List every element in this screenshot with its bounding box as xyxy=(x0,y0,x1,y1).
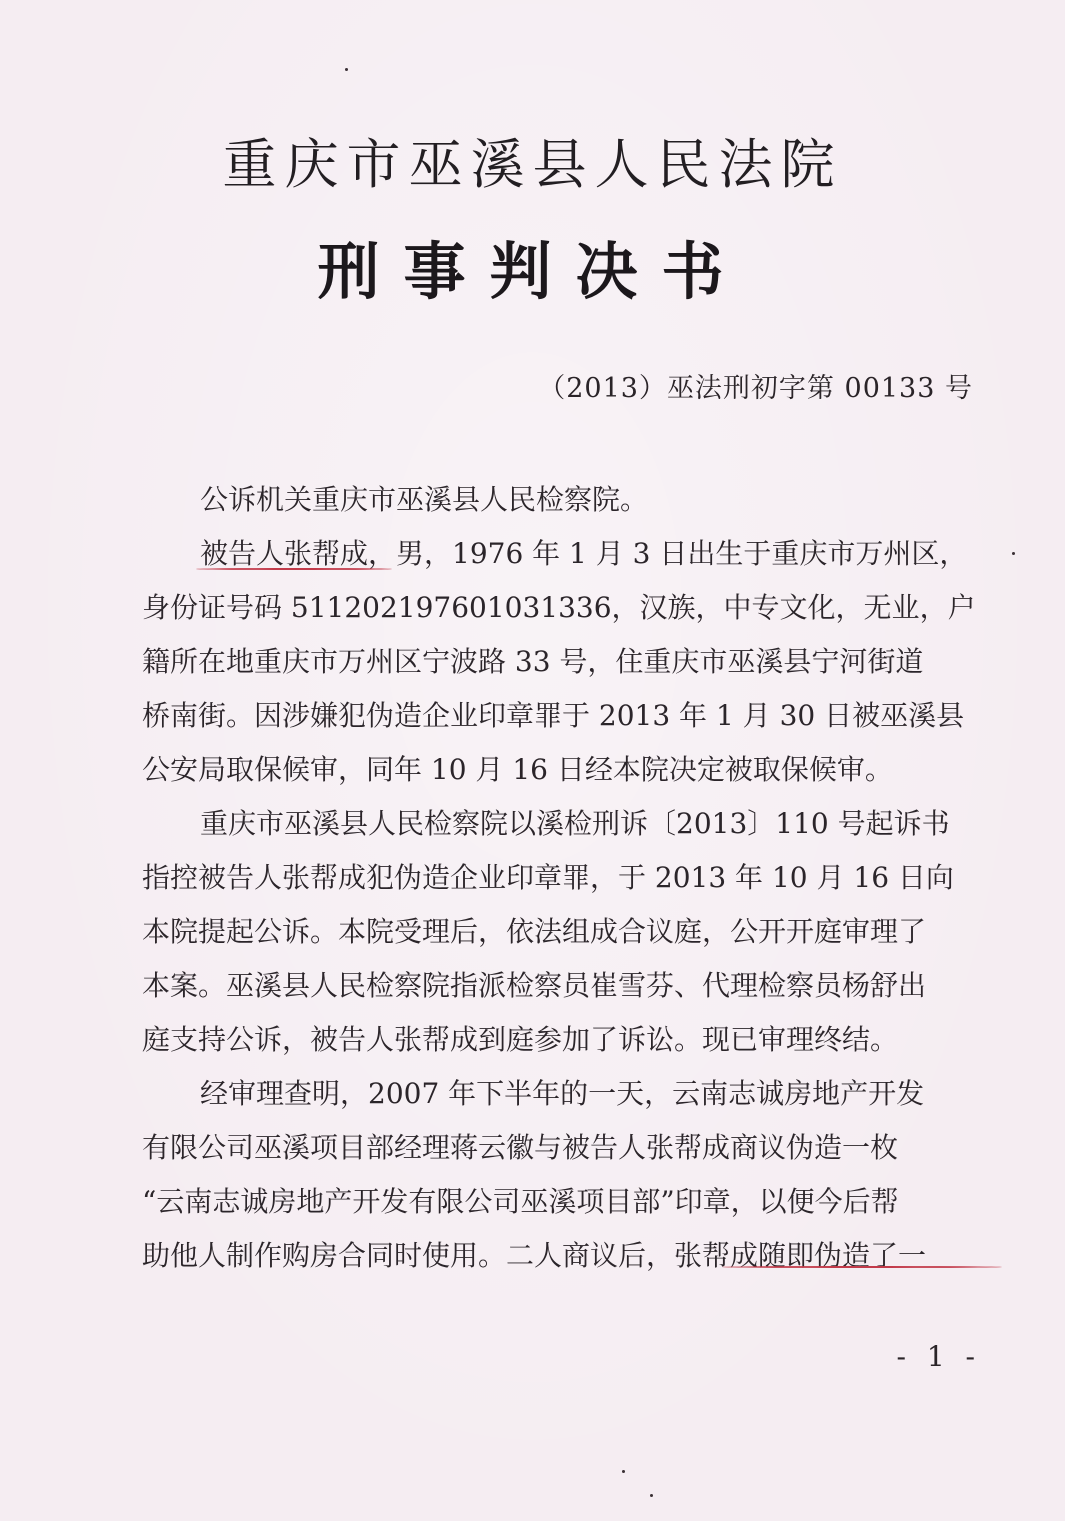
body-line: 公安局取保候审，同年 10 月 16 日经本院决定被取保候审。 xyxy=(142,753,893,786)
body-line: 本案。巫溪县人民检察院指派检察员崔雪芬、代理检察员杨舒出 xyxy=(142,969,927,1002)
page-number: - 1 - xyxy=(896,1340,981,1373)
body-line: 有限公司巫溪项目部经理蒋云徽与被告人张帮成商议伪造一枚 xyxy=(142,1131,899,1164)
body-line: 指控被告人张帮成犯伪造企业印章罪，于 2013 年 10 月 16 日向 xyxy=(142,861,954,894)
document-type-title: 刑事判决书 xyxy=(317,235,748,308)
red-pen-underline xyxy=(196,568,392,570)
body-line: 籍所在地重庆市万州区宁波路 33 号，住重庆市巫溪县宁河街道 xyxy=(142,645,924,678)
body-line: 经审理查明，2007 年下半年的一天，云南志诚房地产开发 xyxy=(200,1077,925,1110)
body-line: 庭支持公诉，被告人张帮成到庭参加了诉讼。现已审理终结。 xyxy=(142,1023,899,1056)
body-line: 被告人张帮成，男，1976 年 1 月 3 日出生于重庆市万州区， xyxy=(200,537,968,570)
scan-speck xyxy=(622,1470,625,1473)
scan-speck xyxy=(1012,552,1015,555)
court-name: 重庆市巫溪县人民法院 xyxy=(222,133,843,196)
body-line: 本院提起公诉。本院受理后，依法组成合议庭，公开开庭审理了 xyxy=(142,915,927,948)
red-pen-underline xyxy=(722,1266,1002,1268)
body-line: 公诉机关重庆市巫溪县人民检察院。 xyxy=(200,483,649,516)
body-line: “云南志诚房地产开发有限公司巫溪项目部”印章，以便今后帮 xyxy=(142,1185,899,1218)
case-number: （2013）巫法刑初字第 00133 号 xyxy=(538,373,973,404)
scan-speck xyxy=(650,1494,653,1497)
body-line: 身份证号码 511202197601031336，汉族，中专文化，无业，户 xyxy=(142,591,976,624)
body-line: 助他人制作购房合同时使用。二人商议后，张帮成随即伪造了一 xyxy=(142,1239,927,1272)
scan-speck xyxy=(345,68,348,71)
body-line: 重庆市巫溪县人民检察院以溪检刑诉〔2013〕110 号起诉书 xyxy=(200,807,950,840)
body-line: 桥南街。因涉嫌犯伪造企业印章罪于 2013 年 1 月 30 日被巫溪县 xyxy=(142,699,965,732)
